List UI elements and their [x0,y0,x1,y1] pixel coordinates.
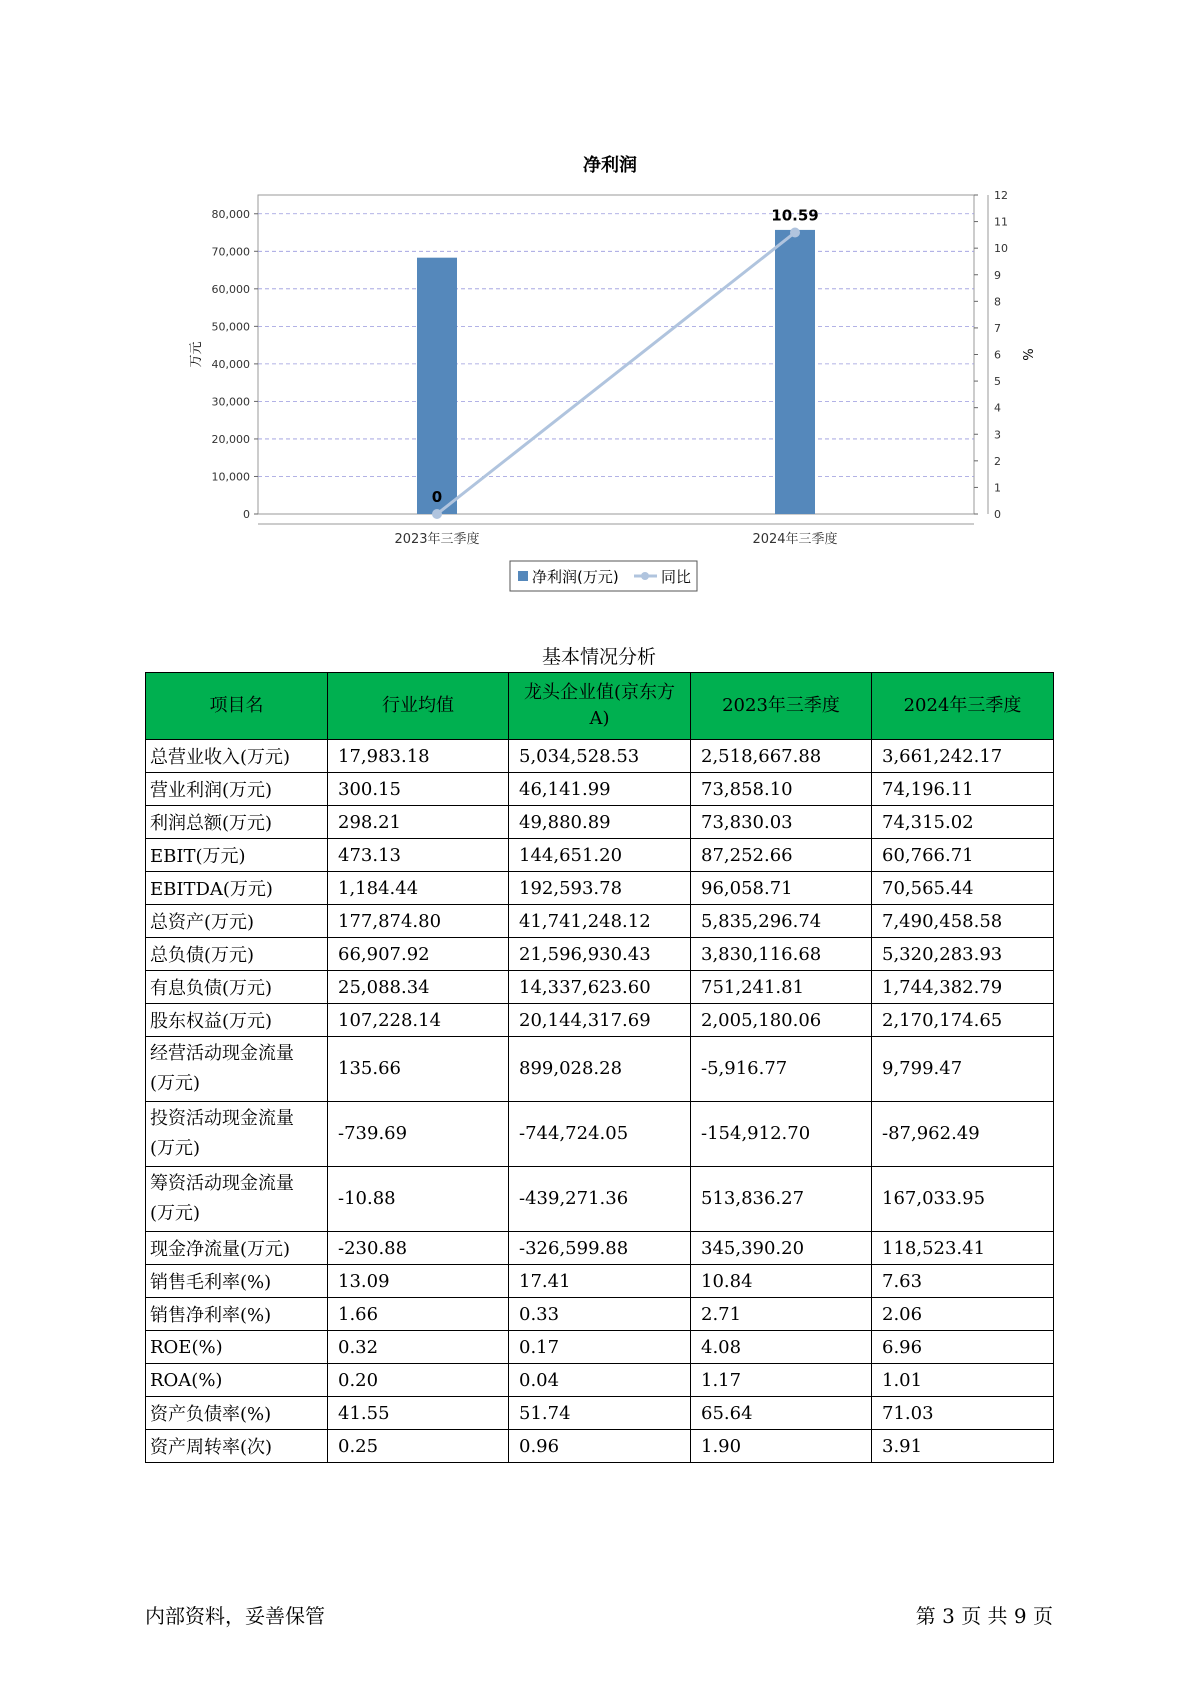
cell-item-name: 资产负债率(%) [146,1397,328,1430]
cell-item-name: 销售毛利率(%) [146,1265,328,1298]
cell-2024q3: 7,490,458.58 [872,905,1054,938]
cell-2024q3: 71.03 [872,1397,1054,1430]
table-row [146,1430,1054,1463]
cell-item-name: 股东权益(万元) [146,1004,328,1037]
cell-industry-average: 107,228.14 [328,1004,509,1037]
cell-item-name: 总负债(万元) [146,938,328,971]
cell-2024q3: 70,565.44 [872,872,1054,905]
cell-2023q3: -5,916.77 [691,1037,872,1102]
table-row [146,1298,1054,1331]
cell-leader-value: 17.41 [509,1265,691,1298]
cell-item-name: 总营业收入(万元) [146,740,328,773]
cell-industry-average: -739.69 [328,1102,509,1167]
y2-tick-label: 4 [994,401,1001,415]
y-tick-label: 60,000 [211,282,250,296]
cell-item-name: 筹资活动现金流量(万元) [146,1167,328,1232]
cell-2023q3: 3,830,116.68 [691,938,872,971]
table-row [146,1331,1054,1364]
cell-leader-value: 0.96 [509,1430,691,1463]
cell-leader-value: 144,651.20 [509,839,691,872]
y2-tick-label: 9 [994,268,1001,282]
y-tick-label: 70,000 [211,245,250,259]
cell-industry-average: -230.88 [328,1232,509,1265]
cell-2024q3: 3,661,242.17 [872,740,1054,773]
cell-2024q3: -87,962.49 [872,1102,1054,1167]
cell-leader-value: 21,596,930.43 [509,938,691,971]
x-tick-label: 2024年三季度 [752,532,838,547]
cell-industry-average: 177,874.80 [328,905,509,938]
cell-2023q3: 2,518,667.88 [691,740,872,773]
table-row [146,1004,1054,1037]
table-row [146,740,1054,773]
cell-2024q3: 1,744,382.79 [872,971,1054,1004]
header-industry-average: 行业均值 [328,673,509,740]
cell-industry-average: 41.55 [328,1397,509,1430]
cell-2023q3: 10.84 [691,1265,872,1298]
cell-leader-value: 51.74 [509,1397,691,1430]
table-row [146,1232,1054,1265]
cell-item-name: ROE(%) [146,1331,328,1364]
cell-2023q3: 1.17 [691,1364,872,1397]
legend-line-marker [641,572,649,580]
cell-industry-average: 1.66 [328,1298,509,1331]
table-row [146,1037,1054,1102]
y-axis-label: 万元 [189,341,204,368]
table-row [146,773,1054,806]
cell-item-name: 现金净流量(万元) [146,1232,328,1265]
table-row [146,806,1054,839]
y2-tick-label: 12 [994,189,1008,202]
cell-leader-value: -439,271.36 [509,1167,691,1232]
y2-tick-label: 7 [994,321,1001,335]
cell-item-name: 投资活动现金流量(万元) [146,1102,328,1167]
y2-tick-label: 0 [994,508,1001,521]
cell-industry-average: 0.32 [328,1331,509,1364]
cell-2023q3: 73,830.03 [691,806,872,839]
y2-tick-label: 2 [994,454,1001,468]
header-2023q3: 2023年三季度 [691,673,872,740]
cell-leader-value: -744,724.05 [509,1102,691,1167]
footer-page-number: 第 3 页 共 9 页 [915,1604,1053,1628]
cell-leader-value: -326,599.88 [509,1232,691,1265]
cell-2024q3: 74,315.02 [872,806,1054,839]
header-leader-value: 龙头企业值(京东方A) [509,673,691,740]
y2-axis-label: % [1019,348,1034,361]
cell-2024q3: 3.91 [872,1430,1054,1463]
y-tick-label: 80,000 [211,207,250,221]
cell-2023q3: 96,058.71 [691,872,872,905]
y2-tick-label: 8 [994,295,1001,309]
y-tick-label: 10,000 [211,470,250,484]
cell-2024q3: 118,523.41 [872,1232,1054,1265]
y2-tick-label: 11 [994,215,1008,229]
legend-bar-swatch [518,571,528,581]
table-caption: 基本情况分析 [541,646,656,668]
y-tick-label: 0 [243,508,250,521]
cell-2023q3: 751,241.81 [691,971,872,1004]
cell-2024q3: 74,196.11 [872,773,1054,806]
line-yoy-point [790,227,800,237]
cell-leader-value: 0.33 [509,1298,691,1331]
cell-item-name: EBIT(万元) [146,839,328,872]
table-row [146,1102,1054,1167]
table-row [146,872,1054,905]
cell-item-name: 资产周转率(次) [146,1430,328,1463]
cell-leader-value: 5,034,528.53 [509,740,691,773]
table-row [146,905,1054,938]
cell-leader-value: 41,741,248.12 [509,905,691,938]
cell-2023q3: 345,390.20 [691,1232,872,1265]
cell-leader-value: 46,141.99 [509,773,691,806]
cell-2024q3: 5,320,283.93 [872,938,1054,971]
table-row [146,1397,1054,1430]
cell-2024q3: 7.63 [872,1265,1054,1298]
cell-industry-average: 473.13 [328,839,509,872]
cell-item-name: EBITDA(万元) [146,872,328,905]
line-yoy-data-label: 10.59 [771,206,819,225]
cell-industry-average: 66,907.92 [328,938,509,971]
cell-item-name: 有息负债(万元) [146,971,328,1004]
table-row [146,839,1054,872]
cell-2023q3: 5,835,296.74 [691,905,872,938]
cell-item-name: 利润总额(万元) [146,806,328,839]
plot-area [258,195,974,514]
line-yoy-data-label: 0 [431,488,443,506]
cell-leader-value: 899,028.28 [509,1037,691,1102]
line-yoy [437,232,795,514]
cell-2023q3: 513,836.27 [691,1167,872,1232]
table-row [146,1364,1054,1397]
cell-industry-average: 13.09 [328,1265,509,1298]
cell-2023q3: -154,912.70 [691,1102,872,1167]
cell-2024q3: 60,766.71 [872,839,1054,872]
cell-industry-average: 17,983.18 [328,740,509,773]
cell-2024q3: 2,170,174.65 [872,1004,1054,1037]
cell-2023q3: 1.90 [691,1430,872,1463]
cell-industry-average: 298.21 [328,806,509,839]
y-tick-label: 20,000 [211,432,250,446]
cell-item-name: 销售净利率(%) [146,1298,328,1331]
cell-2023q3: 2.71 [691,1298,872,1331]
cell-industry-average: 300.15 [328,773,509,806]
cell-2024q3: 1.01 [872,1364,1054,1397]
cell-item-name: 总资产(万元) [146,905,328,938]
y2-tick-label: 1 [994,481,1001,495]
bar-net-profit [775,230,815,514]
x-tick-label: 2023年三季度 [394,532,480,547]
table-row [146,1265,1054,1298]
cell-item-name: 经营活动现金流量(万元) [146,1037,328,1102]
cell-2024q3: 2.06 [872,1298,1054,1331]
footer-confidential-note: 内部资料，妥善保管 [145,1604,325,1628]
y2-tick-label: 6 [994,348,1001,362]
y2-tick-label: 3 [994,428,1001,442]
cell-leader-value: 0.17 [509,1331,691,1364]
cell-2023q3: 73,858.10 [691,773,872,806]
cell-2024q3: 6.96 [872,1331,1054,1364]
table-header-row [146,673,1054,740]
cell-industry-average: 1,184.44 [328,872,509,905]
y-tick-label: 40,000 [211,357,250,371]
cell-2023q3: 2,005,180.06 [691,1004,872,1037]
line-yoy-point [432,509,442,519]
table-row [146,971,1054,1004]
header-item-name: 项目名 [146,673,328,740]
legend-line-label: 同比 [661,568,692,586]
cell-item-name: 营业利润(万元) [146,773,328,806]
net-profit-chart [0,0,1191,600]
chart-canvas [0,0,1191,600]
bar-net-profit [417,258,457,514]
cell-2023q3: 4.08 [691,1331,872,1364]
cell-2023q3: 65.64 [691,1397,872,1430]
cell-industry-average: 0.20 [328,1364,509,1397]
y2-tick-label: 5 [994,375,1001,389]
cell-industry-average: 135.66 [328,1037,509,1102]
cell-industry-average: 0.25 [328,1430,509,1463]
cell-2024q3: 9,799.47 [872,1037,1054,1102]
analysis-table [145,672,1054,1463]
cell-leader-value: 49,880.89 [509,806,691,839]
cell-leader-value: 14,337,623.60 [509,971,691,1004]
header-2024q3: 2024年三季度 [872,673,1054,740]
cell-industry-average: 25,088.34 [328,971,509,1004]
cell-leader-value: 192,593.78 [509,872,691,905]
chart-title: 净利润 [583,155,637,176]
cell-2024q3: 167,033.95 [872,1167,1054,1232]
y-tick-label: 30,000 [211,395,250,409]
cell-leader-value: 20,144,317.69 [509,1004,691,1037]
y2-tick-label: 10 [994,242,1008,256]
cell-item-name: ROA(%) [146,1364,328,1397]
table-row [146,938,1054,971]
y-tick-label: 50,000 [211,320,250,334]
table-row [146,1167,1054,1232]
cell-leader-value: 0.04 [509,1364,691,1397]
cell-2023q3: 87,252.66 [691,839,872,872]
cell-industry-average: -10.88 [328,1167,509,1232]
legend-bar-label: 净利润(万元) [532,568,619,586]
